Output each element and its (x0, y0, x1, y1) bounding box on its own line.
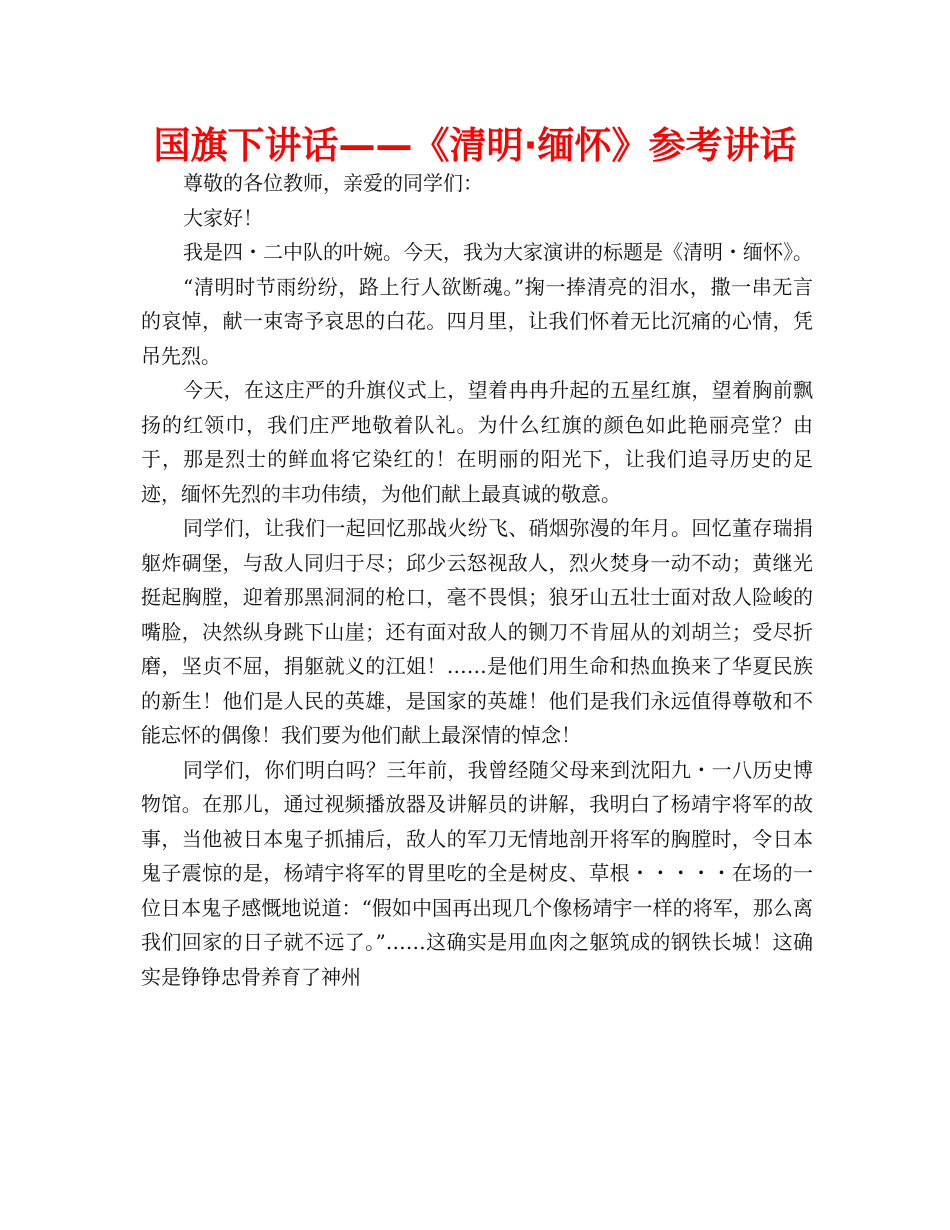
page-title: 国旗下讲话——《清明·缅怀》参考讲话 (153, 124, 797, 167)
document-body (141, 166, 813, 994)
paragraph-heroes: 同学们，让我们一起回忆那战火纷飞、硝烟弥漫的年月。回忆董存瑞捐躯炸碉堡，与敌人同归于尽；邱少云怒视敌人，烈火焚身一动不动；黄继光挺起胸膛，迎着那黑洞洞的枪口，毫不畏惧；狼牙山五壮士面对敌人险峻的嘴脸，决然纵身跳下山崖；还有面对敌人的铡刀不肯屈从的刘胡兰；受尽折磨，坚贞不屈，捐躯就义的江姐！……是他们用生命和热血换来了华夏民族的新生！他们是人民的英雄，是国家的英雄！他们是我们永远值得尊敬和不能忘怀的偶像！我们要为他们献上最深情的悼念！ (141, 516, 813, 747)
paragraph-greeting: 大家好！ (183, 205, 263, 230)
paragraph-poem: “清明时节雨纷纷，路上行人欲断魂。”掬一捧清亮的泪水，撒一串无言的哀悼，献一束寄予哀思的白花。四月里，让我们怀着无比沉痛的心情，凭吊先烈。 (141, 274, 813, 368)
paragraph-museum: 同学们，你们明白吗？三年前，我曾经随父母来到沈阳九・一八历史博物馆。在那儿，通过视频播放器及讲解员的讲解，我明白了杨靖宇将军的故事，当他被日本鬼子抓捕后，敌人的军刀无情地剖开将军的胸膛时，令日本鬼子震惊的是，杨靖宇将军的胃里吃的全是树皮、草根・・・・・在场的一位日本鬼子感慨地说道：“假如中国再出现几个像杨靖宇一样的将军，那么离我们回家的日子就不远了。”……这确实是用血肉之躯筑成的钢铁长城！这确实是铮铮忠骨养育了神州 (141, 757, 813, 989)
paragraph-salutation: 尊敬的各位教师，亲爱的同学们： (183, 171, 483, 195)
paragraph-introduction: 我是四・二中队的叶婉。今天，我为大家演讲的标题是《清明・缅怀》。 (183, 240, 813, 264)
paragraph-flag-ceremony: 今天，在这庄严的升旗仪式上，望着冉冉升起的五星红旗，望着胸前飘扬的红领巾，我们庄严地敬着队礼。为什么红旗的颜色如此艳丽亮堂？由于，那是烈士的鲜血将它染红的！在明丽的阳光下，让我们追寻历史的足迹，缅怀先烈的丰功伟绩，为他们献上最真诚的敬意。 (141, 378, 813, 506)
